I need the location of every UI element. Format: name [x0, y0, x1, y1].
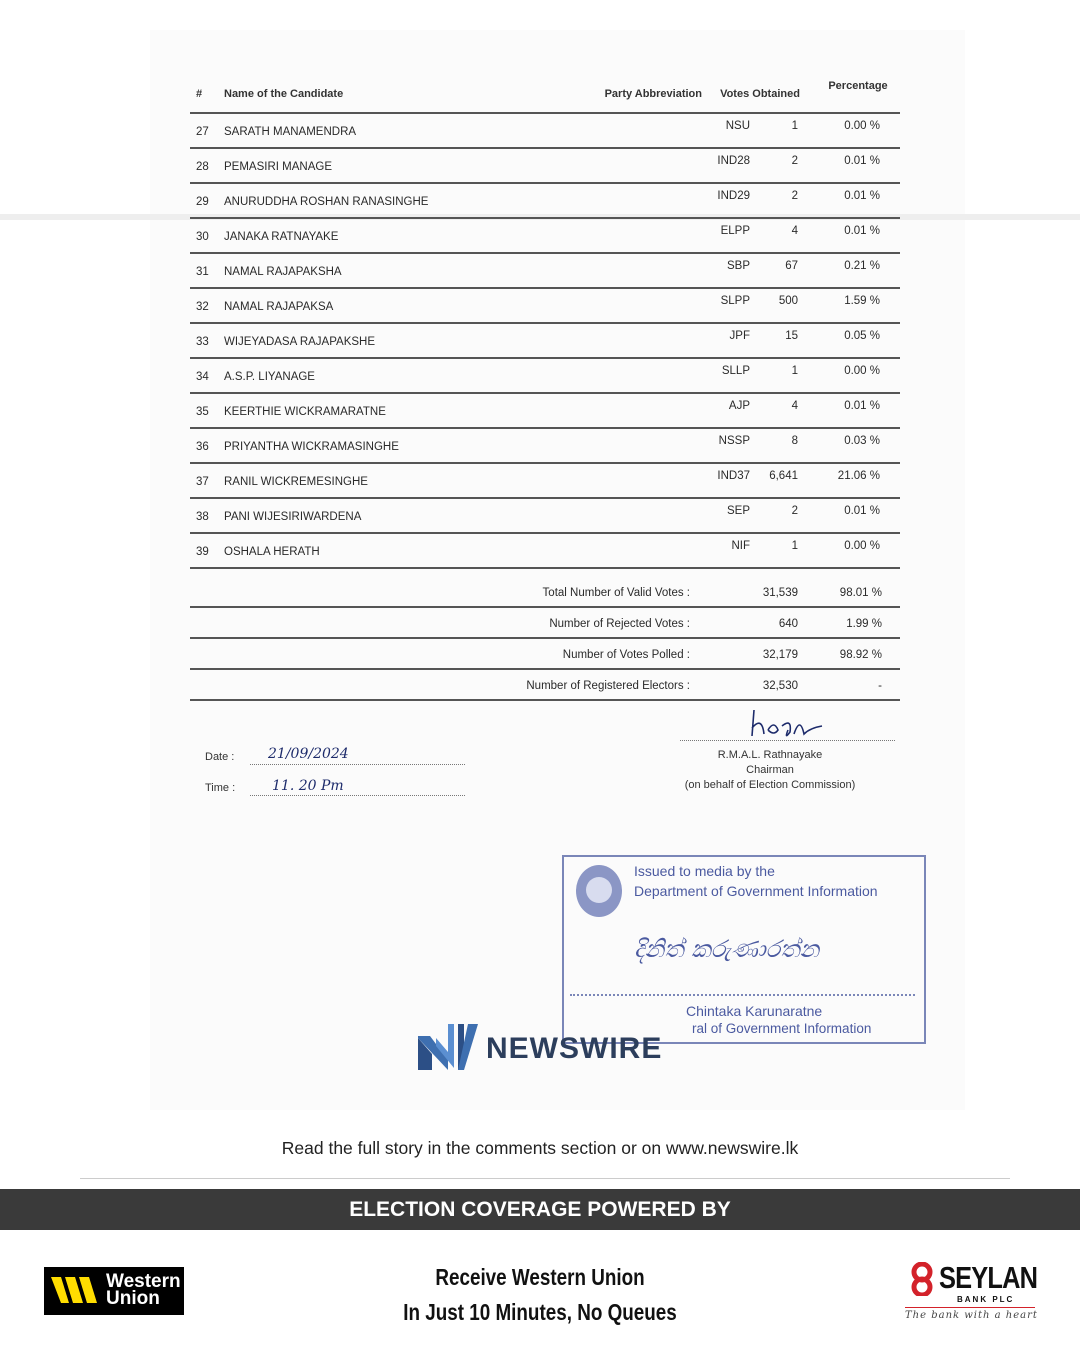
totals-label: Number of Rejected Votes :	[549, 618, 690, 630]
table-row	[190, 534, 900, 569]
header-name: Name of the Candidate	[224, 88, 344, 100]
western-union-logo	[44, 1267, 184, 1315]
row-votes: 8	[791, 435, 798, 447]
table-row	[190, 149, 900, 184]
row-party: NSU	[725, 120, 750, 132]
totals-percentage: -	[878, 680, 882, 692]
row-party: IND28	[717, 155, 750, 167]
row-votes: 500	[778, 295, 798, 307]
newswire-wordmark: NEWSWIRE	[486, 1032, 663, 1065]
totals-label: Number of Votes Polled :	[562, 649, 690, 661]
row-votes: 67	[785, 260, 798, 272]
row-party: IND29	[717, 190, 750, 202]
totals-value: 32,530	[762, 680, 798, 692]
row-votes: 1	[791, 365, 798, 377]
government-stamp	[562, 855, 926, 1044]
row-name: SARATH MANAMENDRA	[224, 126, 357, 138]
row-percentage: 0.01 %	[844, 225, 880, 237]
row-party: ELPP	[720, 225, 750, 237]
totals-row	[190, 608, 900, 639]
row-num: 31	[196, 266, 209, 278]
row-name: WIJEYADASA RAJAPAKSHE	[224, 336, 376, 348]
row-votes: 2	[791, 155, 798, 167]
row-name: RANIL WICKREMESINGHE	[224, 476, 368, 488]
date-handwritten: 21/09/2024	[268, 746, 349, 762]
stamp-official-name: Chintaka Karunaratne	[686, 1003, 823, 1019]
row-party: SEP	[726, 505, 750, 517]
table-row	[190, 219, 900, 254]
stamp-signature: දිනිත් කරුණාරත්න	[634, 935, 820, 963]
stamp-line-1: Issued to media by the	[634, 863, 775, 879]
signer-title: Chairman	[746, 764, 794, 776]
row-percentage: 0.01 %	[844, 505, 880, 517]
stamp-official-title: ral of Government Information	[692, 1021, 872, 1036]
table-row	[190, 324, 900, 359]
row-party: SBP	[726, 260, 750, 272]
western-union-wordmark	[106, 1273, 181, 1307]
row-num: 30	[196, 231, 209, 243]
signature-dotted-line	[680, 740, 895, 741]
table-row	[190, 359, 900, 394]
row-num: 27	[196, 126, 209, 138]
header-votes: Votes Obtained	[720, 88, 800, 100]
row-party: SLLP	[721, 365, 750, 377]
row-name: PANI WIJESIRIWARDENA	[224, 511, 362, 523]
row-percentage: 0.00 %	[844, 540, 880, 552]
signer-on-behalf: (on behalf of Election Commission)	[684, 779, 856, 791]
date-label: Date :	[205, 751, 235, 763]
row-percentage: 0.05 %	[844, 330, 880, 342]
row-votes: 4	[791, 400, 798, 412]
row-votes: 1	[791, 540, 798, 552]
row-percentage: 0.00 %	[844, 365, 880, 377]
totals-row	[190, 670, 900, 701]
row-percentage: 1.59 %	[844, 295, 880, 307]
western-union-line-1: Western	[106, 1271, 181, 1292]
row-name: PRIYANTHA WICKRAMASINGHE	[224, 441, 399, 453]
row-percentage: 0.21 %	[844, 260, 880, 272]
row-percentage: 0.01 %	[844, 400, 880, 412]
seylan-tagline: The bank with a heart	[905, 1310, 1038, 1321]
row-name: PEMASIRI MANAGE	[224, 161, 332, 173]
row-num: 34	[196, 371, 209, 383]
totals-label: Total Number of Valid Votes :	[542, 587, 690, 599]
row-num: 35	[196, 406, 209, 418]
table-row	[190, 499, 900, 534]
row-party: SLPP	[720, 295, 750, 307]
stamp-line-2: Department of Government Information	[634, 883, 878, 899]
row-votes: 1	[791, 120, 798, 132]
row-party: NIF	[731, 540, 750, 552]
date-dotted-line	[250, 764, 465, 765]
table-row	[190, 184, 900, 219]
seylan-wordmark: SEYLAN	[939, 1260, 1038, 1295]
time-handwritten: 11. 20 Pm	[272, 778, 344, 794]
row-votes: 6,641	[769, 470, 798, 482]
totals-row	[190, 577, 900, 608]
totals-percentage: 98.01 %	[839, 587, 882, 599]
table-row	[190, 254, 900, 289]
seylan-red-line	[905, 1307, 1035, 1308]
table-row	[190, 429, 900, 464]
newswire-logo	[418, 1024, 663, 1070]
row-num: 29	[196, 196, 209, 208]
chairman-signature	[748, 706, 828, 740]
promo-text	[376, 1260, 704, 1330]
row-num: 28	[196, 161, 209, 173]
row-votes: 15	[785, 330, 798, 342]
header-num: #	[196, 88, 203, 100]
totals-row	[190, 639, 900, 670]
row-percentage: 0.01 %	[844, 190, 880, 202]
totals-percentage: 1.99 %	[846, 618, 882, 630]
table-row	[190, 114, 900, 149]
totals-value: 32,179	[762, 649, 798, 661]
row-name: KEERTHIE WICKRAMARATNE	[224, 406, 386, 418]
time-dotted-line	[250, 795, 465, 796]
seylan-bank-plc: BANK PLC	[957, 1295, 1015, 1304]
row-party: JPF	[729, 330, 750, 342]
promo-line-2: In Just 10 Minutes, No Queues	[403, 1299, 677, 1325]
row-votes: 2	[791, 505, 798, 517]
row-num: 36	[196, 441, 209, 453]
results-table	[190, 68, 900, 701]
row-percentage: 21.06 %	[837, 470, 880, 482]
row-num: 32	[196, 301, 209, 313]
row-name: JANAKA RATNAYAKE	[224, 231, 339, 243]
read-more-text: Read the full story in the comments section or on www.newswire.lk	[281, 1138, 799, 1158]
totals-value: 640	[778, 618, 798, 630]
time-label: Time :	[205, 782, 236, 794]
row-name: A.S.P. LIYANAGE	[224, 371, 315, 383]
signer-name: R.M.A.L. Rathnayake	[717, 749, 823, 761]
coverage-banner: ELECTION COVERAGE POWERED BY	[0, 1189, 1080, 1230]
seylan-bank-logo	[905, 1260, 1040, 1332]
row-votes: 4	[791, 225, 798, 237]
header-party: Party Abbreviation	[604, 88, 702, 100]
row-percentage: 0.03 %	[844, 435, 880, 447]
row-name: NAMAL RAJAPAKSA	[224, 301, 334, 313]
totals-percentage: 98.92 %	[839, 649, 882, 661]
divider	[80, 1178, 1010, 1179]
newswire-mark-icon	[418, 1024, 480, 1070]
row-name: OSHALA HERATH	[224, 546, 320, 558]
row-num: 39	[196, 546, 209, 558]
totals-label: Number of Registered Electors :	[526, 680, 690, 692]
sri-lanka-emblem-icon	[576, 865, 622, 917]
row-party: AJP	[728, 400, 750, 412]
row-party: IND37	[717, 470, 750, 482]
table-row	[190, 394, 900, 429]
promo-line-1: Receive Western Union	[435, 1264, 645, 1290]
stamp-dotted-line	[570, 994, 915, 996]
header-percentage: Percentage	[828, 80, 888, 92]
row-num: 33	[196, 336, 209, 348]
totals-value: 31,539	[762, 587, 798, 599]
signer-block	[655, 748, 885, 793]
row-name: NAMAL RAJAPAKSHA	[224, 266, 342, 278]
row-percentage: 0.00 %	[844, 120, 880, 132]
western-union-w-icon	[51, 1275, 101, 1307]
table-header	[190, 68, 900, 114]
seylan-mark-icon	[905, 1262, 939, 1296]
row-party: NSSP	[718, 435, 750, 447]
row-num: 38	[196, 511, 209, 523]
table-row	[190, 289, 900, 324]
table-row	[190, 464, 900, 499]
row-num: 37	[196, 476, 209, 488]
row-votes: 2	[791, 190, 798, 202]
western-union-line-2: Union	[106, 1288, 160, 1309]
row-name: ANURUDDHA ROSHAN RANASINGHE	[224, 196, 429, 208]
row-percentage: 0.01 %	[844, 155, 880, 167]
